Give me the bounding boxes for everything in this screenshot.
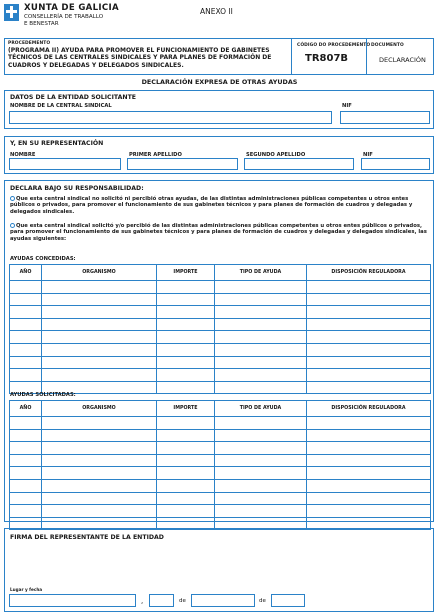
regulation-cell[interactable] xyxy=(307,442,431,455)
entity-name-label: NOMBRE DE LA CENTRAL SINDICAL xyxy=(10,103,112,109)
table-row xyxy=(10,417,431,430)
place-date-label: Lugar y fecha xyxy=(10,587,43,592)
amount-cell[interactable] xyxy=(157,467,215,480)
aid-type-cell[interactable] xyxy=(215,505,307,518)
amount-cell[interactable] xyxy=(157,442,215,455)
regulation-cell[interactable] xyxy=(307,343,431,356)
table-row xyxy=(10,369,431,382)
option-1-radio-icon[interactable] xyxy=(10,196,15,201)
logo-line-3: E BENESTAR xyxy=(24,21,59,27)
granted-aids-table xyxy=(9,264,431,394)
aid-type-cell[interactable] xyxy=(215,343,307,356)
year-cell[interactable] xyxy=(10,442,42,455)
table-row xyxy=(10,454,431,467)
organism-cell[interactable] xyxy=(42,343,157,356)
regulation-cell[interactable] xyxy=(307,281,431,294)
aid-type-cell[interactable] xyxy=(215,306,307,319)
de-separator-1: de xyxy=(179,598,186,604)
year-cell[interactable] xyxy=(10,505,42,518)
declaration-option-2[interactable] xyxy=(10,223,430,242)
amount-cell[interactable] xyxy=(157,306,215,319)
amount-cell[interactable] xyxy=(157,369,215,382)
rep-name-field[interactable] xyxy=(9,158,121,170)
rep-name-label: NOMBRE xyxy=(10,152,36,158)
rep-surname2-label: SEGUNDO APELLIDO xyxy=(246,152,306,158)
aid-type-cell[interactable] xyxy=(215,331,307,344)
year-cell[interactable] xyxy=(10,306,42,319)
document-value: DECLARACIÓN xyxy=(379,56,426,64)
aid-type-cell[interactable] xyxy=(215,369,307,382)
procedure-label: PROCEDEMENTO xyxy=(8,41,51,46)
logo-title: XUNTA DE GALICIA xyxy=(24,3,119,13)
table-row xyxy=(10,281,431,294)
regulation-cell[interactable] xyxy=(307,293,431,306)
table-header-row xyxy=(10,401,431,417)
col-year-header: AÑO xyxy=(10,401,42,417)
procedure-code: TR807B xyxy=(305,53,349,64)
col-regulation-header: DISPOSICIÓN REGULADORA xyxy=(307,265,431,281)
aid-type-cell[interactable] xyxy=(215,467,307,480)
organism-cell[interactable] xyxy=(42,454,157,467)
year-cell[interactable] xyxy=(10,492,42,505)
document-label: DOCUMENTO xyxy=(371,43,404,48)
organism-cell[interactable] xyxy=(42,281,157,294)
table-row xyxy=(10,442,431,455)
amount-cell[interactable] xyxy=(157,479,215,492)
year-cell[interactable] xyxy=(10,467,42,480)
regulation-cell[interactable] xyxy=(307,429,431,442)
year-cell[interactable] xyxy=(10,293,42,306)
annex-title: ANEXO II xyxy=(200,7,233,16)
declaration-title: DECLARACIÓN EXPRESA DE OTRAS AYUDAS xyxy=(141,78,298,86)
organism-cell[interactable] xyxy=(42,318,157,331)
table-row xyxy=(10,467,431,480)
rep-surname1-field[interactable] xyxy=(127,158,238,170)
year-cell[interactable] xyxy=(10,479,42,492)
col-organism-header: ORGANISMO xyxy=(42,401,157,417)
rep-surname2-field[interactable] xyxy=(244,158,354,170)
amount-cell[interactable] xyxy=(157,417,215,430)
aid-type-cell[interactable] xyxy=(215,454,307,467)
regulation-cell[interactable] xyxy=(307,331,431,344)
month-field[interactable] xyxy=(191,594,255,607)
amount-cell[interactable] xyxy=(157,454,215,467)
table-row xyxy=(10,306,431,319)
organism-cell[interactable] xyxy=(42,467,157,480)
table-row xyxy=(10,343,431,356)
procedure-code-label: CÓDIGO DO PROCEDEMENTO xyxy=(297,43,371,48)
aid-type-cell[interactable] xyxy=(215,479,307,492)
entity-nif-field[interactable] xyxy=(340,111,430,124)
amount-cell[interactable] xyxy=(157,281,215,294)
table-row xyxy=(10,318,431,331)
procedure-box xyxy=(4,38,434,75)
de-separator-2: de xyxy=(259,598,266,604)
organism-cell[interactable] xyxy=(42,505,157,518)
aid-type-cell[interactable] xyxy=(215,417,307,430)
organism-cell[interactable] xyxy=(42,356,157,369)
table-row xyxy=(10,505,431,518)
regulation-cell[interactable] xyxy=(307,318,431,331)
option-2-text: Que esta central sindical solicitó y/o percibió de las distintas administraciones públicas competentes u otros entes públicos o privados, para promover el funcionamiento de sus gabinetes técnicos y para planes de formación de cuadros y delegadas y delegados sindicales, las ayudas siguientes: xyxy=(10,223,427,242)
central-sindical-name-field[interactable] xyxy=(9,111,332,124)
aid-type-cell[interactable] xyxy=(215,293,307,306)
year-cell[interactable] xyxy=(10,331,42,344)
col-amount-header: IMPORTE xyxy=(157,401,215,417)
aid-type-cell[interactable] xyxy=(215,442,307,455)
comma-separator: , xyxy=(141,597,144,605)
amount-cell[interactable] xyxy=(157,429,215,442)
year-field[interactable] xyxy=(271,594,305,607)
col-aid-type-header: TIPO DE AYUDA xyxy=(215,265,307,281)
procedure-divider-2 xyxy=(366,39,367,74)
regulation-cell[interactable] xyxy=(307,479,431,492)
organism-cell[interactable] xyxy=(42,492,157,505)
amount-cell[interactable] xyxy=(157,381,215,394)
aid-type-cell[interactable] xyxy=(215,381,307,394)
year-cell[interactable] xyxy=(10,417,42,430)
granted-title: AYUDAS CONCEDIDAS: xyxy=(10,256,76,262)
place-field[interactable] xyxy=(9,594,136,607)
regulation-cell[interactable] xyxy=(307,467,431,480)
year-cell[interactable] xyxy=(10,369,42,382)
year-cell[interactable] xyxy=(10,318,42,331)
amount-cell[interactable] xyxy=(157,492,215,505)
logo-line-2: CONSELLERÍA DE TRABALLO xyxy=(24,14,104,20)
procedure-divider-1 xyxy=(291,39,292,74)
logo xyxy=(4,3,124,33)
table-row xyxy=(10,492,431,505)
organism-cell[interactable] xyxy=(42,479,157,492)
table-row xyxy=(10,356,431,369)
table-row xyxy=(10,429,431,442)
rep-nif-label: NIF xyxy=(363,152,373,158)
organism-cell[interactable] xyxy=(42,331,157,344)
rep-surname1-label: PRIMER APELLIDO xyxy=(129,152,182,158)
amount-cell[interactable] xyxy=(157,343,215,356)
xunta-emblem-icon xyxy=(4,4,19,21)
organism-cell[interactable] xyxy=(42,429,157,442)
requested-title: AYUDAS SOLICITADAS: xyxy=(10,392,76,398)
col-organism-header: ORGANISMO xyxy=(42,265,157,281)
organism-cell[interactable] xyxy=(42,306,157,319)
year-cell[interactable] xyxy=(10,343,42,356)
amount-cell[interactable] xyxy=(157,318,215,331)
year-cell[interactable] xyxy=(10,281,42,294)
table-header-row xyxy=(10,265,431,281)
aid-type-cell[interactable] xyxy=(215,356,307,369)
requested-aids-table xyxy=(9,400,431,530)
organism-cell[interactable] xyxy=(42,417,157,430)
declaration-option-1[interactable] xyxy=(10,196,430,215)
year-cell[interactable] xyxy=(10,454,42,467)
regulation-cell[interactable] xyxy=(307,454,431,467)
regulation-cell[interactable] xyxy=(307,505,431,518)
regulation-cell[interactable] xyxy=(307,369,431,382)
col-year-header: AÑO xyxy=(10,265,42,281)
organism-cell[interactable] xyxy=(42,369,157,382)
entity-title: DATOS DE LA ENTIDAD SOLICITANTE xyxy=(10,94,137,101)
aid-type-cell[interactable] xyxy=(215,281,307,294)
regulation-cell[interactable] xyxy=(307,492,431,505)
option-2-radio-icon[interactable] xyxy=(10,223,15,228)
amount-cell[interactable] xyxy=(157,331,215,344)
regulation-cell[interactable] xyxy=(307,417,431,430)
option-1-text: Que esta central sindical no solicitó ni percibió otras ayudas, de las distintas administraciones públicas competentes u otros entes públicos o privados, para promover el funcionamiento de sus gabinetes técnicos y para planes de formación de cuadros y delegadas y delegados sindicales. xyxy=(10,196,413,215)
amount-cell[interactable] xyxy=(157,293,215,306)
aid-type-cell[interactable] xyxy=(215,492,307,505)
table-row xyxy=(10,479,431,492)
signature-title: FIRMA DEL REPRESENTANTE DE LA ENTIDAD xyxy=(10,534,164,541)
representative-title: Y, EN SU REPRESENTACIÓN xyxy=(10,140,104,147)
amount-cell[interactable] xyxy=(157,356,215,369)
table-row xyxy=(10,293,431,306)
col-aid-type-header: TIPO DE AYUDA xyxy=(215,401,307,417)
aid-type-cell[interactable] xyxy=(215,318,307,331)
regulation-cell[interactable] xyxy=(307,356,431,369)
aid-type-cell[interactable] xyxy=(215,429,307,442)
organism-cell[interactable] xyxy=(42,442,157,455)
col-amount-header: IMPORTE xyxy=(157,265,215,281)
year-cell[interactable] xyxy=(10,429,42,442)
year-cell[interactable] xyxy=(10,356,42,369)
table-row xyxy=(10,331,431,344)
day-field[interactable] xyxy=(149,594,174,607)
regulation-cell[interactable] xyxy=(307,381,431,394)
entity-nif-label: NIF xyxy=(342,103,352,109)
declares-title: DECLARA BAJO SU RESPONSABILIDAD: xyxy=(10,185,144,192)
rep-nif-field[interactable] xyxy=(361,158,430,170)
amount-cell[interactable] xyxy=(157,505,215,518)
col-regulation-header: DISPOSICIÓN REGULADORA xyxy=(307,401,431,417)
procedure-description: (PROGRAMA II) AYUDA PARA PROMOVER EL FUNCIONAMIENTO DE GABINETES TÉCNICOS DE LAS CENTRALES SINDICALES Y PARA PLANES DE FORMACIÓN DE CUADROS Y DELEGADAS Y DELEGADOS SINDICALES. xyxy=(8,47,272,69)
organism-cell[interactable] xyxy=(42,293,157,306)
regulation-cell[interactable] xyxy=(307,306,431,319)
